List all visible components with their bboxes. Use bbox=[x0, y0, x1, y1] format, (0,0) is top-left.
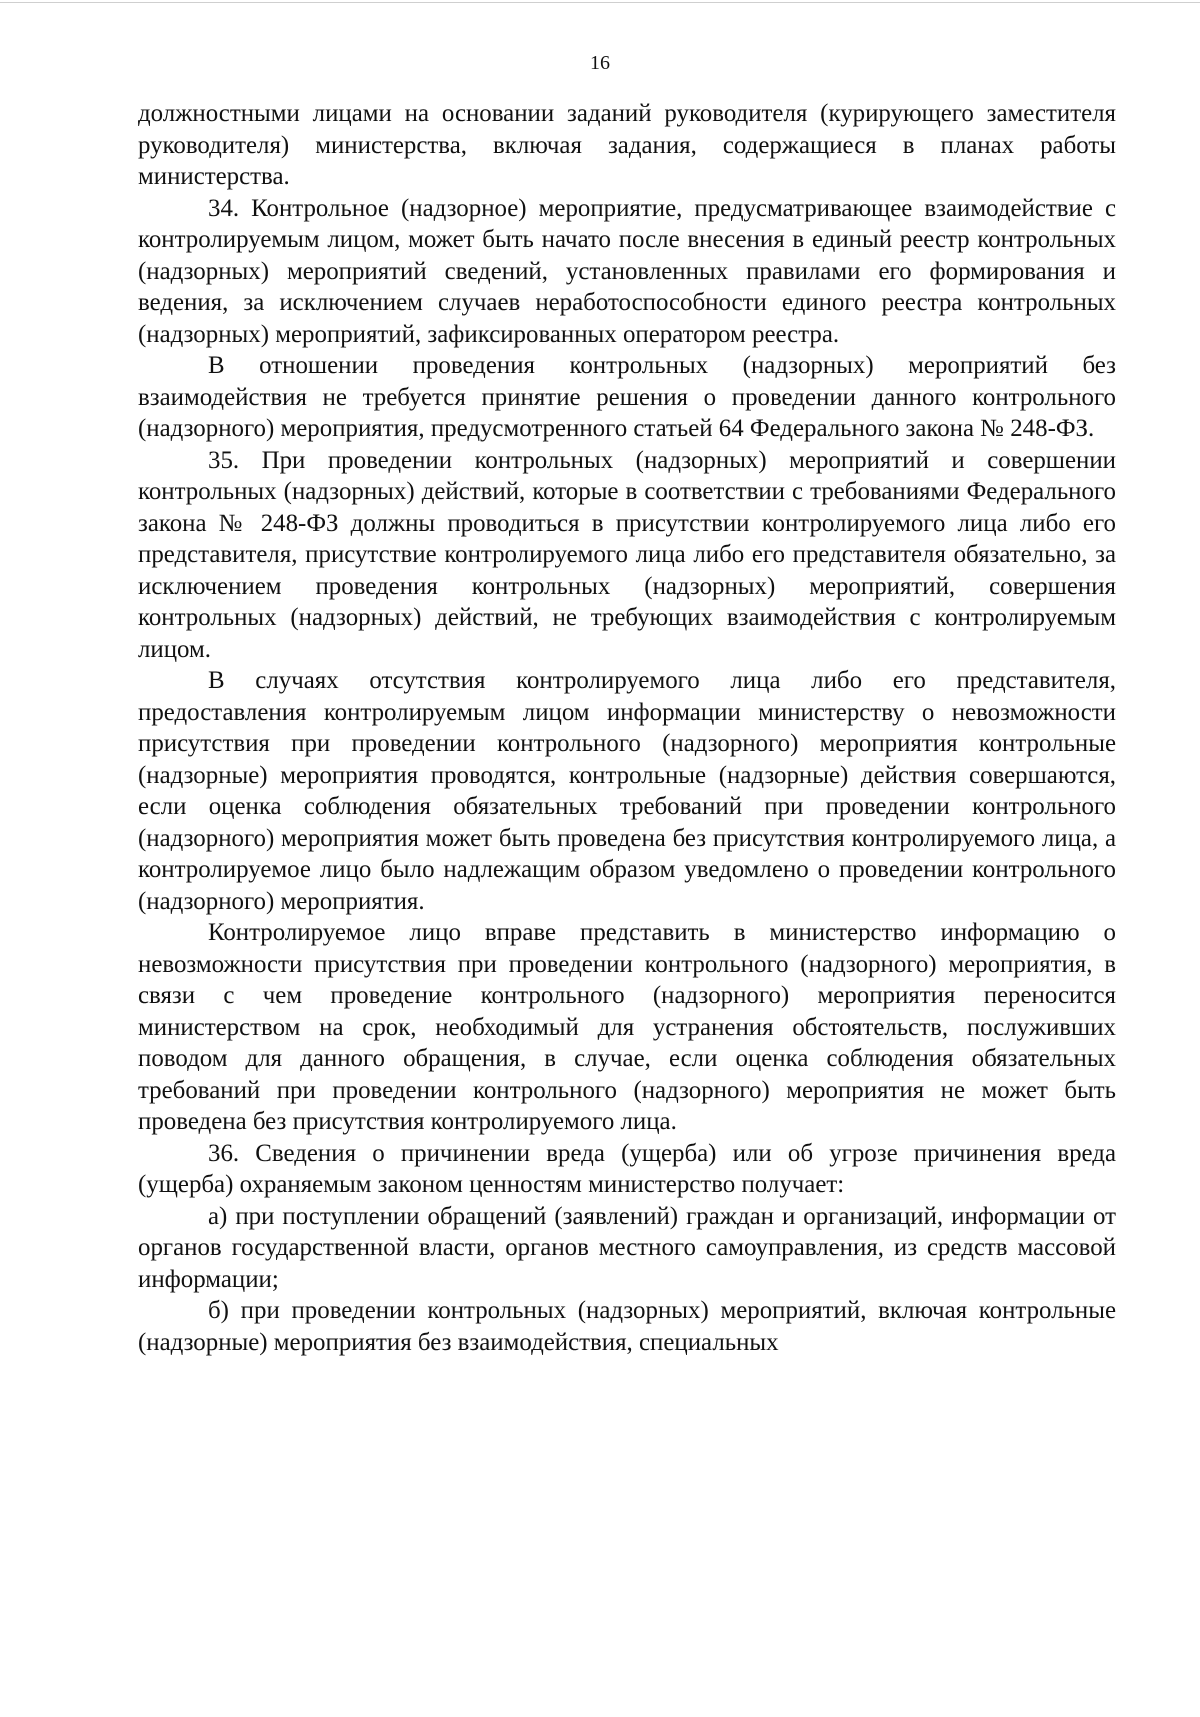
page-number: 16 bbox=[590, 52, 610, 74]
paragraph-no-interaction: В отношении проведения контрольных (надзорных) мероприятий без взаимодействия не требуется принятие решения о проведении данного контрольного (надзорного) мероприятия, предусмотренного статьей 64 Федерального закона № 248-ФЗ. bbox=[138, 352, 1116, 442]
paragraph-subitem-a: а) при поступлении обращений (заявлений) граждан и организаций, информации от органов государственной власти, органов местного самоуправления, из средств массовой информации; bbox=[138, 1202, 1116, 1293]
document-body bbox=[138, 98, 1116, 1358]
paragraph-item-36: 36. Сведения о причинении вреда (ущерба) или об угрозе причинения вреда (ущерба) охраняемым законом ценностям министерство получает: bbox=[138, 1139, 1116, 1198]
paragraph-item-34: 34. Контрольное (надзорное) мероприятие, предусматривающее взаимодействие с контролируемым лицом, может быть начато после внесения в единый реестр контрольных (надзорных) мероприятий сведений, установленных правилами его формирования и ведения, за исключением случаев неработоспособности единого реестра контрольных (надзорных) мероприятий, зафиксированных оператором реестра. bbox=[138, 194, 1116, 348]
scan-edge-line bbox=[0, 2, 1200, 3]
paragraph-item-35: 35. При проведении контрольных (надзорных) мероприятий и совершении контрольных (надзорных) действий, которые в соответствии с требованиями Федерального закона № 248-ФЗ должны проводиться в присутствии контролируемого лица либо его представителя, присутствие контролируемого лица либо его представителя обязательно, за исключением проведения контрольных (надзорных) мероприятий, совершения контрольных (надзорных) действий, не требующих взаимодействия с контролируемым лицом. bbox=[138, 446, 1116, 663]
paragraph-absence-cases: В случаях отсутствия контролируемого лица либо его представителя, предоставления контролируемым лицом информации министерству о невозможности присутствия при проведении контрольного (надзорного) мероприятия контрольные (надзорные) мероприятия проводятся, контрольные (надзорные) действия совершаются, если оценка соблюдения обязательных требований при проведении контрольного (надзорного) мероприятия может быть проведена без присутствия контролируемого лица, а контролируемое лицо было надлежащим образом уведомлено о проведении контрольного (надзорного) мероприятия. bbox=[138, 667, 1116, 915]
paragraph-postponement: Контролируемое лицо вправе представить в министерство информацию о невозможности присутствия при проведении контрольного (надзорного) мероприятия, в связи с чем проведение контрольного (надзорного) мероприятия переносится министерством на срок, необходимый для устранения обстоятельств, послуживших поводом для данного обращения, в случае, если оценка соблюдения обязательных требований при проведении контрольного (надзорного) мероприятия не может быть проведена без присутствия контролируемого лица. bbox=[138, 919, 1116, 1135]
paragraph-subitem-b: б) при проведении контрольных (надзорных) мероприятий, включая контрольные (надзорные) мероприятия без взаимодействия, специальных bbox=[138, 1297, 1116, 1356]
paragraph-continuation: должностными лицами на основании заданий руководителя (курирующего заместителя руководителя) министерства, включая задания, содержащиеся в планах работы министерства. bbox=[138, 100, 1116, 190]
